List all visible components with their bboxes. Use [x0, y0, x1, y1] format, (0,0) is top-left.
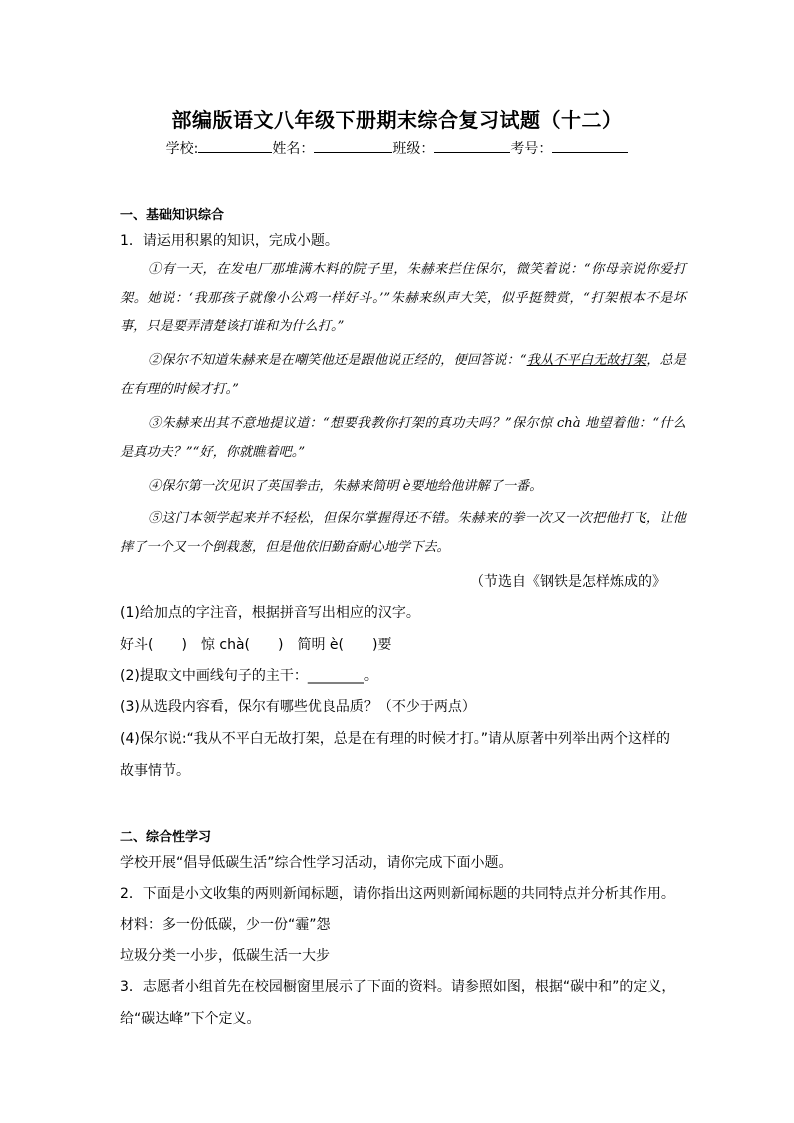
blank-jianming: ) 简明 è( — [278, 637, 344, 653]
material-2: 垃圾分类一小步，低碳生活一大步 — [120, 948, 330, 964]
exam-title: 部编版语文八年级下册期末综合复习试题（十二） — [171, 108, 623, 132]
passage-source: （节选自《钢铁是怎样炼成的》 — [470, 574, 666, 590]
school-label: 学校: — [165, 141, 199, 157]
blank-yao: )要 — [372, 637, 392, 653]
subquestion-3: (3)从选段内容看，保尔有哪些优良品质？（不少于两点） — [120, 699, 476, 715]
p2-part-a: ②保尔不知道朱赫来是在嘲笑他还是跟他说正经的，便回答说：“ — [148, 353, 527, 368]
p2-part-b: ，总是在有理的时候才打。” — [120, 353, 686, 397]
subquestion-4-line2: 故事情节。 — [120, 763, 190, 779]
material-1: 材料：多一份低碳，少一份“霾”怨 — [120, 917, 331, 933]
class-label: 班级： — [392, 141, 435, 157]
subquestion-1: (1)给加点的字注音，根据拼音写出相应的汉字。 — [120, 605, 420, 621]
passage-paragraph-5: ⑤这门本领学起来并不轻松，但保尔掌握得还不错。朱赫来的拳一次又一次把他打飞，让他摔了一个又一个倒栽葱，但是他依旧勤奋耐心地学下去。 — [120, 511, 686, 555]
school-blank — [198, 138, 272, 153]
passage-paragraph-1: ①有一天，在发电厂那堆满木料的院子里，朱赫来拦住保尔，微笑着说：“你母亲说你爱打架。她说：‘我那孩子就像小公鸡一样好斗。’”朱赫来纵声大笑，似乎挺赞赏，“打架根本不是坏事，只是要弄清楚该打谁和为什么打。” — [120, 262, 686, 334]
question-3-line2: 给“碳达峰”下个定义。 — [120, 1011, 261, 1027]
student-info-line — [0, 138, 794, 158]
question-1: 1．请运用积累的知识，完成小题。 — [120, 233, 339, 249]
blank-jingcha: ) 惊 chà( — [181, 637, 250, 653]
class-blank — [434, 138, 510, 153]
question-3-line1: 3．志愿者小组首先在校园橱窗里展示了下面的资料。请参照如图，根据“碳中和”的定义， — [120, 979, 676, 995]
passage-paragraph-3: ③朱赫来出其不意地提议道：“想要我教你打架的真功夫吗？”保尔惊 chà 地望着他：“什么是真功夫？”“好，你就瞧着吧。” — [120, 416, 686, 460]
subquestion-1-blanks — [120, 634, 690, 654]
number-label: 考号： — [510, 141, 553, 157]
section2-intro: 学校开展“倡导低碳生活”综合性学习活动，请你完成下面小题。 — [120, 855, 513, 871]
subquestion-4-line1: (4)保尔说:“我从不平白无故打架，总是在有理的时候才打。”请从原著中列举出两个这样的 — [120, 731, 671, 747]
underlined-sentence: 我从不平白无故打架 — [526, 353, 647, 368]
number-blank — [552, 138, 628, 153]
section2-heading: 二、综合性学习 — [120, 830, 212, 845]
name-label: 姓名： — [272, 141, 315, 157]
blank-haodou: 好斗( — [120, 637, 154, 653]
passage-paragraph-2 — [120, 347, 686, 404]
question-2: 2．下面是小文收集的两则新闻标题，请你指出这两则新闻标题的共同特点并分析其作用。 — [120, 886, 675, 902]
passage-paragraph-4: ④保尔第一次见识了英国拳击，朱赫来简明 è要地给他讲解了一番。 — [148, 479, 543, 494]
name-blank — [314, 138, 392, 153]
section1-heading: 一、基础知识综合 — [120, 208, 225, 223]
subquestion-2: (2)提取文中画线句子的主干：________。 — [120, 668, 378, 684]
